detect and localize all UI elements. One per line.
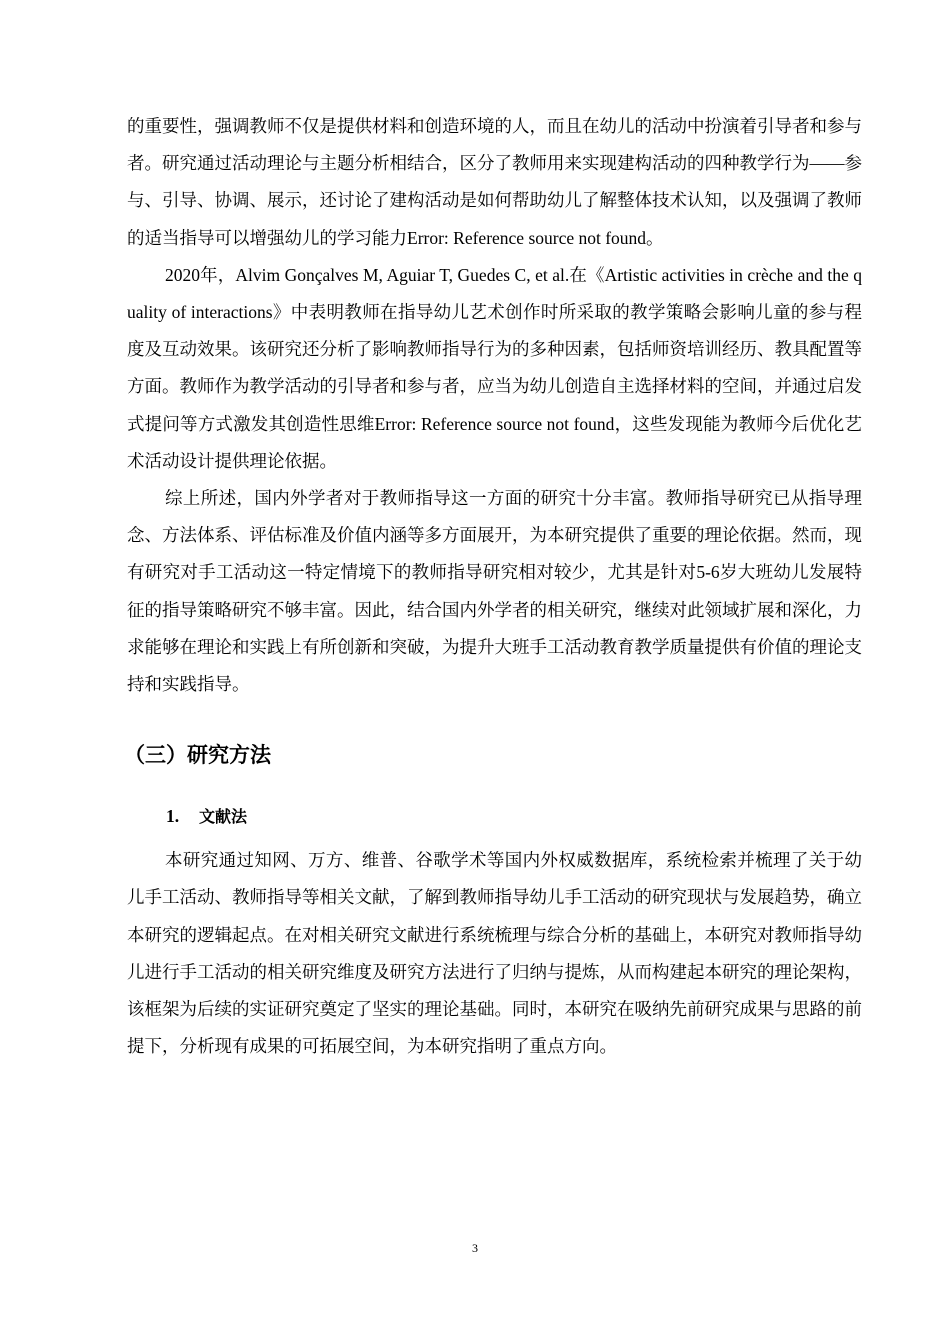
page-number: 3 <box>472 1241 478 1255</box>
body-paragraph: 本研究通过知网、万方、维普、谷歌学术等国内外权威数据库，系统检索并梳理了关于幼儿手工活动、教师指导等相关文献，了解到教师指导幼儿手工活动的研究现状与发展趋势，确立本研究的逻辑起点。在对相关研究文献进行系统梳理与综合分析的基础上，本研究对教师指导幼儿进行手工活动的相关研究维度及研究方法进行了归纳与提炼，从而构建起本研究的理论架构，该框架为后续的实证研究奠定了坚实的理论基础。同时，本研究在吸纳先前研究成果与思路的前提下，分析现有成果的可拓展空间，为本研究指明了重点方向。 <box>127 850 862 1057</box>
sub-heading-number: 1. <box>166 806 180 827</box>
body-paragraph: 的重要性，强调教师不仅是提供材料和创造环境的人，而且在幼儿的活动中扮演着引导者和参与者。研究通过活动理论与主题分析相结合，区分了教师用来实现建构活动的四种教学行为——参与、引导、协调、展示，还讨论了建构活动是如何帮助幼儿了解整体技术认知，以及强调了教师的适当指导可以增强幼儿的学习能力Error: Reference source not found。 <box>127 116 862 248</box>
document-page <box>124 108 862 1065</box>
sub-heading <box>127 801 862 832</box>
section-heading: （三）研究方法 <box>124 743 271 768</box>
sub-heading-text: 文献法 <box>199 807 248 827</box>
body-paragraph: 2020年，Alvim Gonçalves M, Aguiar T, Guedes C, et al.在《Artistic activities in crèche and the quality of interactions》中表明教师在指导幼儿艺术创作时所采取的教学策略会影响儿童的参与程度及互动效果。该研究还分析了影响教师指导行为的多种因素，包括师资培训经历、教具配置等方面。教师作为教学活动的引导者和参与者，应当为幼儿创造自主选择材料的空间，并通过启发式提问等方式激发其创造性思维Error: Reference source not found，这些发现能为教师今后优化艺术活动设计提供理论依据。 <box>127 264 862 471</box>
body-paragraph: 综上所述，国内外学者对于教师指导这一方面的研究十分丰富。教师指导研究已从指导理念、方法体系、评估标准及价值内涵等多方面展开，为本研究提供了重要的理论依据。然而，现有研究对手工活动这一特定情境下的教师指导研究相对较少，尤其是针对5-6岁大班幼儿发展特征的指导策略研究不够丰富。因此，结合国内外学者的相关研究，继续对此领域扩展和深化，力求能够在理论和实践上有所创新和突破，为提升大班手工活动教育教学质量提供有价值的理论支持和实践指导。 <box>127 488 862 695</box>
